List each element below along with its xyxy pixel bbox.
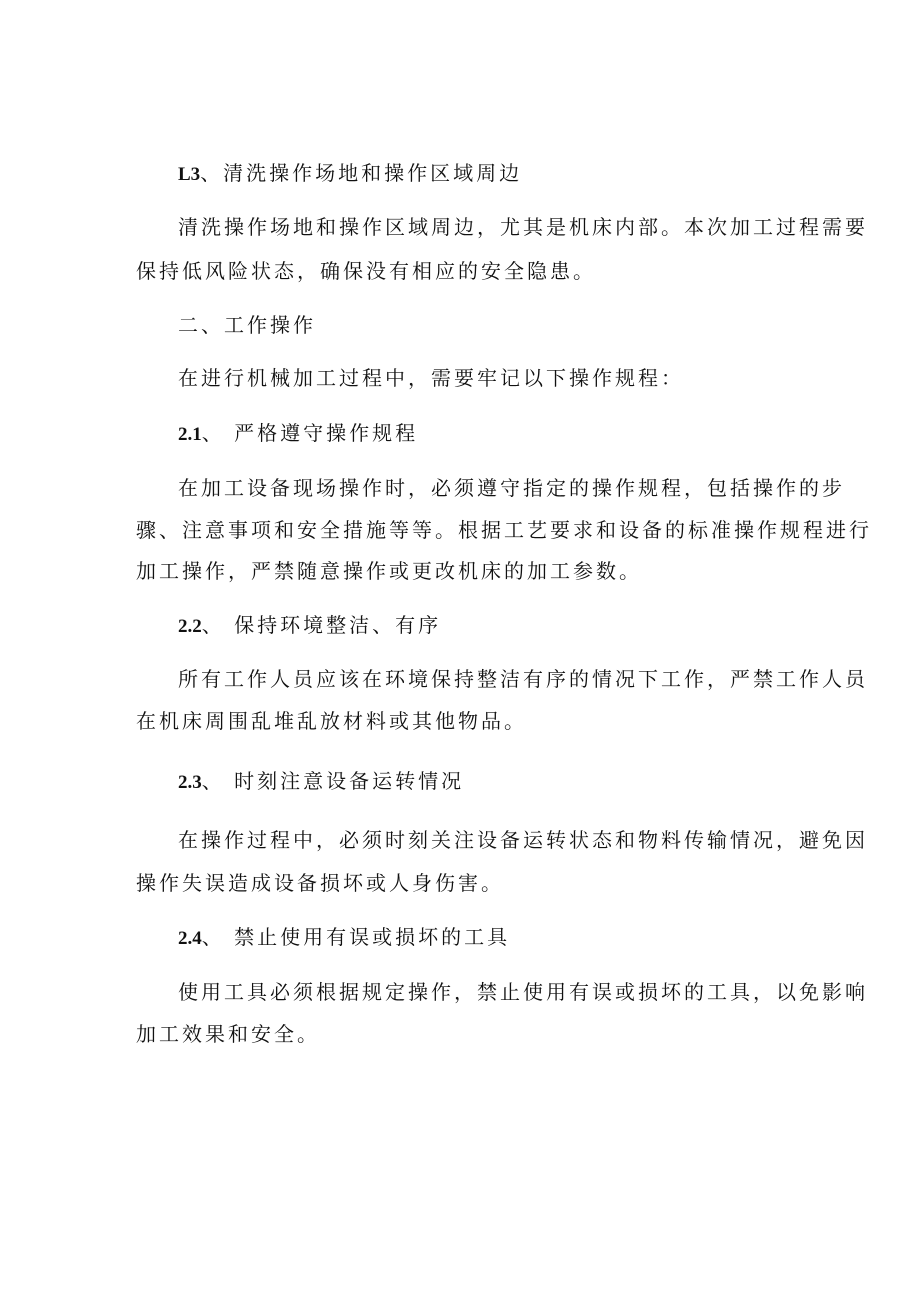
heading-title: 、清洗操作场地和操作区域周边 [200, 161, 523, 185]
paragraph-line: 在操作过程中，必须时刻关注设备运转状态和物料传输情况，避免因 [178, 828, 868, 852]
heading-title: 、 严格遵守操作规程 [201, 421, 419, 445]
paragraph-line: 加工效果和安全。 [136, 1022, 320, 1046]
intro-line: 在进行机械加工过程中，需要牢记以下操作规程： [178, 366, 684, 390]
heading-title: 、 时刻注意设备运转情况 [201, 769, 465, 793]
paragraph-line: 使用工具必须根据规定操作，禁止使用有误或损坏的工具，以免影响 [178, 980, 868, 1004]
section-heading: 二、工作操作 [178, 313, 316, 337]
heading-number: 2.3 [178, 772, 202, 793]
heading-2-1 [0, 419, 920, 449]
paragraph-line: 所有工作人员应该在环境保持整洁有序的情况下工作，严禁工作人员 [178, 667, 868, 691]
heading-2-3 [0, 767, 920, 797]
paragraph-line: 在加工设备现场操作时，必须遵守指定的操作规程，包括操作的步 [178, 476, 845, 500]
heading-title: 、 禁止使用有误或损坏的工具 [201, 925, 511, 949]
paragraph-line: 保持低风险状态，确保没有相应的安全隐患。 [136, 259, 596, 283]
paragraph-line: 清洗操作场地和操作区域周边，尤其是机床内部。本次加工过程需要 [178, 215, 868, 239]
heading-number: 2.1 [178, 424, 202, 445]
heading-title: 、 保持环境整洁、有序 [201, 613, 442, 637]
paragraph-line: 在机床周围乱堆乱放材料或其他物品。 [136, 709, 527, 733]
heading-2-4 [0, 923, 920, 953]
heading-2-2 [0, 611, 920, 641]
heading-number: L3 [178, 164, 201, 185]
paragraph-line: 骤、注意事项和安全措施等等。根据工艺要求和设备的标准操作规程进行 [136, 518, 872, 542]
heading-number: 2.4 [178, 928, 202, 949]
paragraph-line: 加工操作，严禁随意操作或更改机床的加工参数。 [136, 559, 642, 583]
paragraph-line: 操作失误造成设备损坏或人身伤害。 [136, 871, 504, 895]
heading-1-3 [0, 159, 920, 189]
heading-number: 2.2 [178, 616, 202, 637]
